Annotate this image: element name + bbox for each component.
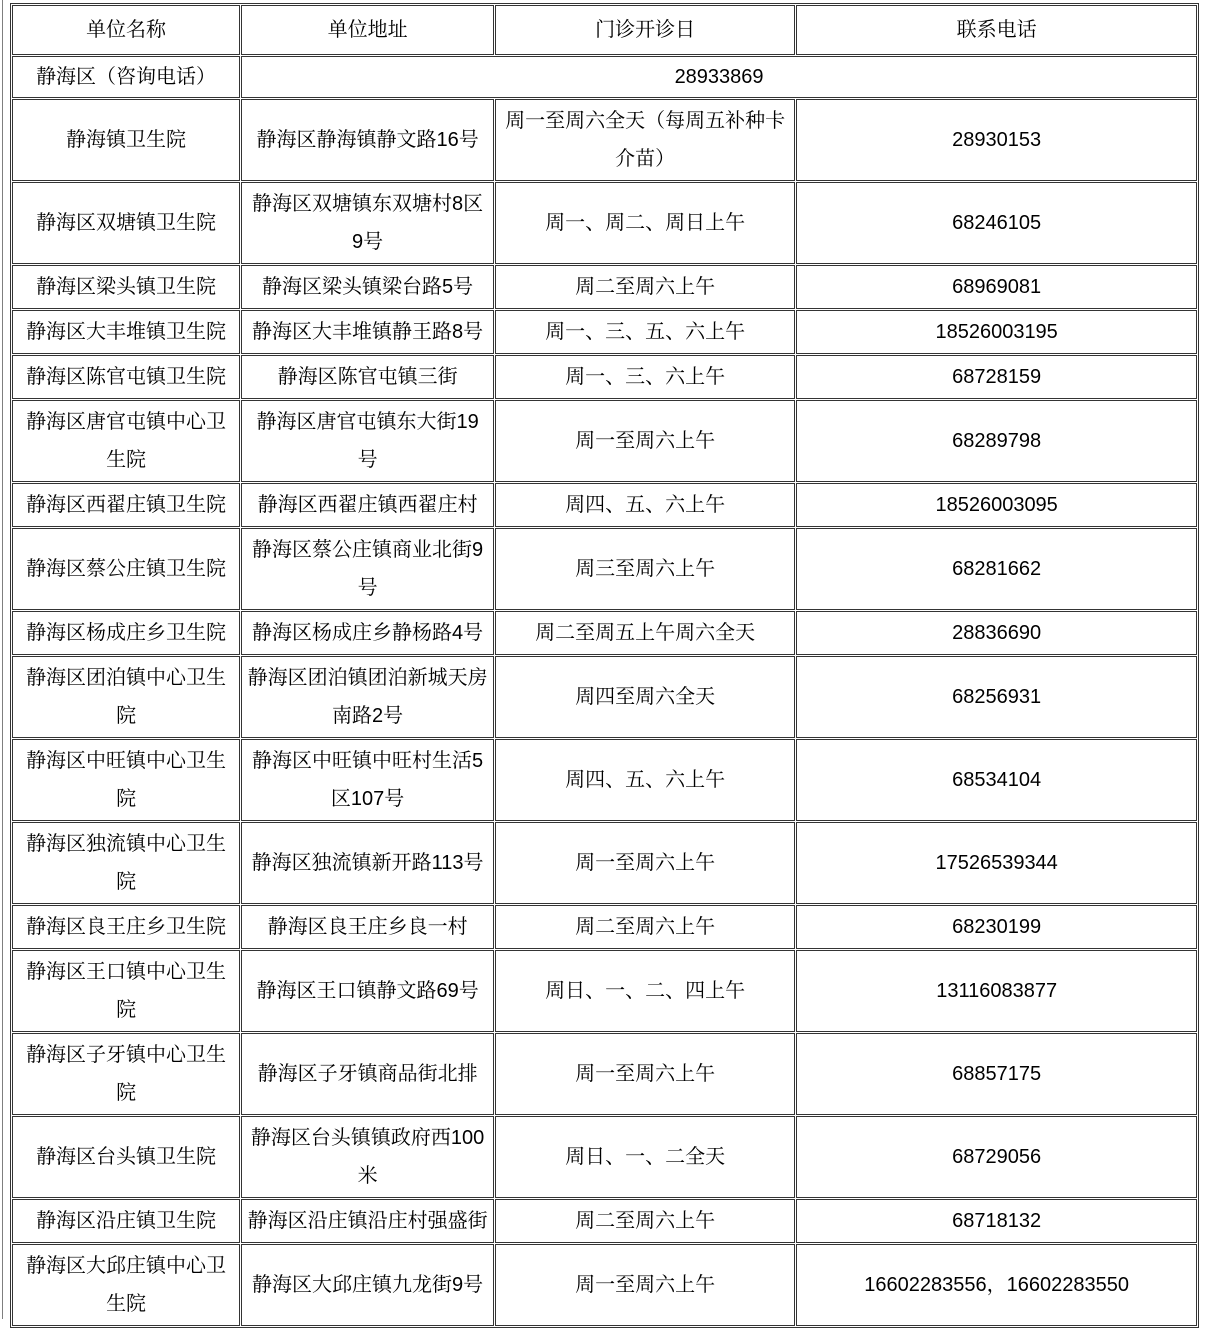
cell-unit-address: 静海区陈官屯镇三街 [241, 355, 494, 399]
cell-unit-name: 静海区大丰堆镇卫生院 [12, 310, 240, 354]
table-row [12, 822, 1197, 904]
table-row [12, 656, 1197, 738]
cell-unit-name: 静海区独流镇中心卫生院 [12, 822, 240, 904]
cell-unit-name: 静海镇卫生院 [12, 99, 240, 181]
cell-unit-name: 静海区双塘镇卫生院 [12, 182, 240, 264]
table-row [12, 611, 1197, 655]
header-clinic-days: 门诊开诊日 [495, 5, 795, 55]
cell-phone: 18526003195 [796, 310, 1197, 354]
cell-unit-name: 静海区杨成庄乡卫生院 [12, 611, 240, 655]
cell-unit-name: 静海区西翟庄镇卫生院 [12, 483, 240, 527]
table-row [12, 739, 1197, 821]
cell-unit-name: 静海区台头镇卫生院 [12, 1116, 240, 1198]
cell-clinic-days: 周一至周六全天（每周五补种卡介苗） [495, 99, 795, 181]
table-header [12, 5, 1197, 55]
cell-unit-address: 静海区独流镇新开路113号 [241, 822, 494, 904]
cell-clinic-days: 周一、三、五、六上午 [495, 310, 795, 354]
cell-phone: 68857175 [796, 1033, 1197, 1115]
cell-clinic-days: 周一、三、六上午 [495, 355, 795, 399]
table-row [12, 950, 1197, 1032]
cell-unit-address: 静海区良王庄乡良一村 [241, 905, 494, 949]
cell-unit-address: 静海区团泊镇团泊新城天房南路2号 [241, 656, 494, 738]
cell-unit-address: 静海区梁头镇梁台路5号 [241, 265, 494, 309]
cell-clinic-days: 周一至周六上午 [495, 400, 795, 482]
cell-unit-name: 静海区良王庄乡卫生院 [12, 905, 240, 949]
cell-phone: 68281662 [796, 528, 1197, 610]
cell-clinic-days: 周日、一、二全天 [495, 1116, 795, 1198]
cell-phone: 68534104 [796, 739, 1197, 821]
table-row [12, 1116, 1197, 1198]
header-unit-address: 单位地址 [241, 5, 494, 55]
cell-unit-name: 静海区蔡公庄镇卫生院 [12, 528, 240, 610]
cell-phone: 68969081 [796, 265, 1197, 309]
table-row [12, 1033, 1197, 1115]
cell-unit-address: 静海区大邱庄镇九龙街9号 [241, 1244, 494, 1326]
cell-clinic-days: 周一至周六上午 [495, 1244, 795, 1326]
cell-unit-name: 静海区中旺镇中心卫生院 [12, 739, 240, 821]
clinic-table [10, 3, 1199, 1328]
header-unit-name: 单位名称 [12, 5, 240, 55]
cell-unit-name: 静海区梁头镇卫生院 [12, 265, 240, 309]
cell-clinic-days: 周二至周六上午 [495, 1199, 795, 1243]
page-left-edge-line [2, 0, 3, 1319]
table-row [12, 483, 1197, 527]
cell-phone: 68729056 [796, 1116, 1197, 1198]
cell-unit-address: 静海区沿庄镇沿庄村强盛街 [241, 1199, 494, 1243]
header-row [12, 5, 1197, 55]
table-row [12, 265, 1197, 309]
cell-unit-address: 静海区蔡公庄镇商业北街9号 [241, 528, 494, 610]
table-row [12, 1199, 1197, 1243]
cell-phone: 28836690 [796, 611, 1197, 655]
cell-unit-name: 静海区团泊镇中心卫生院 [12, 656, 240, 738]
cell-clinic-days: 周四、五、六上午 [495, 739, 795, 821]
cell-unit-address: 静海区子牙镇商品街北排 [241, 1033, 494, 1115]
cell-clinic-days: 周四至周六全天 [495, 656, 795, 738]
hotline-row [12, 56, 1197, 98]
cell-clinic-days: 周一、周二、周日上午 [495, 182, 795, 264]
cell-unit-name: 静海区王口镇中心卫生院 [12, 950, 240, 1032]
hotline-district-name: 静海区（咨询电话） [12, 56, 240, 98]
cell-unit-address: 静海区双塘镇东双塘村8区9号 [241, 182, 494, 264]
cell-phone: 17526539344 [796, 822, 1197, 904]
cell-phone: 68289798 [796, 400, 1197, 482]
cell-unit-address: 静海区杨成庄乡静杨路4号 [241, 611, 494, 655]
table-row [12, 528, 1197, 610]
cell-unit-address: 静海区台头镇镇政府西100米 [241, 1116, 494, 1198]
cell-unit-address: 静海区大丰堆镇静王路8号 [241, 310, 494, 354]
cell-unit-name: 静海区唐官屯镇中心卫生院 [12, 400, 240, 482]
cell-phone: 28930153 [796, 99, 1197, 181]
cell-unit-name: 静海区子牙镇中心卫生院 [12, 1033, 240, 1115]
hotline-phone: 28933869 [241, 56, 1197, 98]
table-row [12, 99, 1197, 181]
cell-phone: 68718132 [796, 1199, 1197, 1243]
cell-phone: 68256931 [796, 656, 1197, 738]
cell-unit-name: 静海区沿庄镇卫生院 [12, 1199, 240, 1243]
header-phone: 联系电话 [796, 5, 1197, 55]
cell-phone: 18526003095 [796, 483, 1197, 527]
table-row [12, 182, 1197, 264]
cell-clinic-days: 周四、五、六上午 [495, 483, 795, 527]
cell-unit-address: 静海区西翟庄镇西翟庄村 [241, 483, 494, 527]
cell-clinic-days: 周二至周六上午 [495, 905, 795, 949]
cell-phone: 68230199 [796, 905, 1197, 949]
table-row [12, 400, 1197, 482]
cell-clinic-days: 周三至周六上午 [495, 528, 795, 610]
cell-unit-address: 静海区王口镇静文路69号 [241, 950, 494, 1032]
cell-phone: 16602283556，16602283550 [796, 1244, 1197, 1326]
cell-clinic-days: 周一至周六上午 [495, 822, 795, 904]
cell-phone: 13116083877 [796, 950, 1197, 1032]
cell-clinic-days: 周日、一、二、四上午 [495, 950, 795, 1032]
cell-phone: 68246105 [796, 182, 1197, 264]
cell-unit-name: 静海区大邱庄镇中心卫生院 [12, 1244, 240, 1326]
cell-clinic-days: 周二至周六上午 [495, 265, 795, 309]
cell-clinic-days: 周二至周五上午周六全天 [495, 611, 795, 655]
table-row [12, 1244, 1197, 1326]
cell-unit-address: 静海区唐官屯镇东大街19号 [241, 400, 494, 482]
cell-unit-address: 静海区中旺镇中旺村生活5区107号 [241, 739, 494, 821]
cell-phone: 68728159 [796, 355, 1197, 399]
table-row [12, 355, 1197, 399]
table-row [12, 905, 1197, 949]
clinic-rows [12, 99, 1197, 1326]
cell-unit-name: 静海区陈官屯镇卫生院 [12, 355, 240, 399]
cell-clinic-days: 周一至周六上午 [495, 1033, 795, 1115]
cell-unit-address: 静海区静海镇静文路16号 [241, 99, 494, 181]
table-row [12, 310, 1197, 354]
